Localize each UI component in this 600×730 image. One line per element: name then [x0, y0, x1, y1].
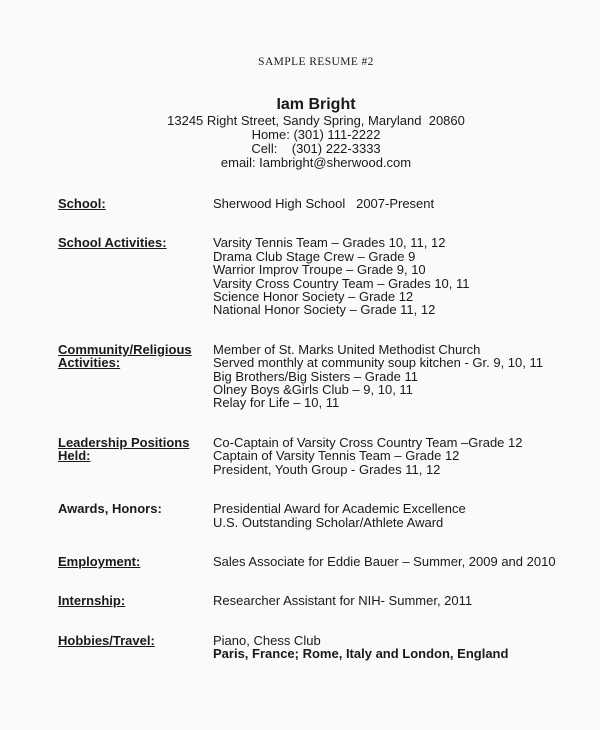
content-line: Drama Club Stage Crew – Grade 9: [213, 248, 416, 264]
address-line: 13245 Right Street, Sandy Spring, Maryland 20860: [167, 113, 465, 128]
home-phone-line: Home: (301) 111-2222: [251, 127, 381, 142]
content-line: Piano, Chess Club: [213, 632, 321, 648]
content-line: Served monthly at community soup kitchen - Gr. 9, 10, 11: [213, 355, 543, 371]
section-label: Employment:: [58, 553, 141, 569]
content-line: Researcher Assistant for NIH- Summer, 2011: [213, 593, 473, 609]
section-label: Community/Religious Activities:: [58, 341, 192, 371]
person-name: Iam Bright: [276, 96, 356, 113]
resume-header: [58, 96, 574, 170]
content-line: Co-Captain of Varsity Cross Country Team –Grade 12: [213, 434, 523, 450]
resume-sections: [58, 197, 574, 661]
section-community-religious-activities: [58, 343, 574, 410]
section-school: [58, 197, 574, 210]
section-label: School:: [58, 196, 106, 211]
content-line: Sherwood High School 2007-Present: [213, 196, 435, 211]
section-label: Leadership Positions Held:: [58, 434, 190, 464]
content-line: Science Honor Society – Grade 12: [213, 289, 414, 305]
content-line: Varsity Cross Country Team – Grades 10, 11: [213, 275, 470, 291]
section-content: [213, 594, 574, 607]
section-label: School Activities:: [58, 235, 167, 251]
section-content: [213, 197, 574, 210]
section-content: [213, 555, 574, 568]
content-line: Olney Boys &Girls Club – 9, 10, 11: [213, 382, 413, 398]
content-line: Captain of Varsity Tennis Team – Grade 12: [213, 448, 460, 464]
content-line: President, Youth Group - Grades 11, 12: [213, 461, 441, 477]
section-label: Hobbies/Travel:: [58, 632, 155, 648]
section-label: Internship:: [58, 593, 126, 609]
section-content: [213, 343, 574, 410]
document-heading: SAMPLE RESUME #2: [258, 56, 374, 68]
cell-phone-line: Cell: (301) 222-3333: [251, 141, 381, 156]
content-line: Warrior Improv Troupe – Grade 9, 10: [213, 262, 426, 278]
content-line: Paris, France; Rome, Italy and London, England: [213, 646, 509, 662]
content-line: Presidential Award for Academic Excellence: [213, 501, 466, 517]
email-line: email: Iambright@sherwood.com: [220, 155, 412, 170]
section-content: [213, 634, 574, 661]
section-employment: [58, 555, 574, 568]
content-line: Member of St. Marks United Methodist Church: [213, 341, 481, 357]
content-line: U.S. Outstanding Scholar/Athlete Award: [213, 514, 444, 530]
section-content: [213, 436, 574, 476]
section-awards-honors: [58, 502, 574, 529]
section-school-activities: [58, 236, 574, 316]
section-label: Awards, Honors:: [58, 501, 162, 517]
content-line: National Honor Society – Grade 11, 12: [213, 302, 436, 318]
section-content: [213, 236, 574, 316]
content-line: Relay for Life – 10, 11: [213, 395, 340, 411]
content-line: Big Brothers/Big Sisters – Grade 11: [213, 368, 418, 384]
content-line: Sales Associate for Eddie Bauer – Summer, 2009 and 2010: [213, 553, 556, 569]
section-content: [213, 502, 574, 529]
section-internship: [58, 594, 574, 607]
content-line: Varsity Tennis Team – Grades 10, 11, 12: [213, 235, 446, 251]
section-hobbies-travel: [58, 634, 574, 661]
section-leadership-positions-held: [58, 436, 574, 476]
